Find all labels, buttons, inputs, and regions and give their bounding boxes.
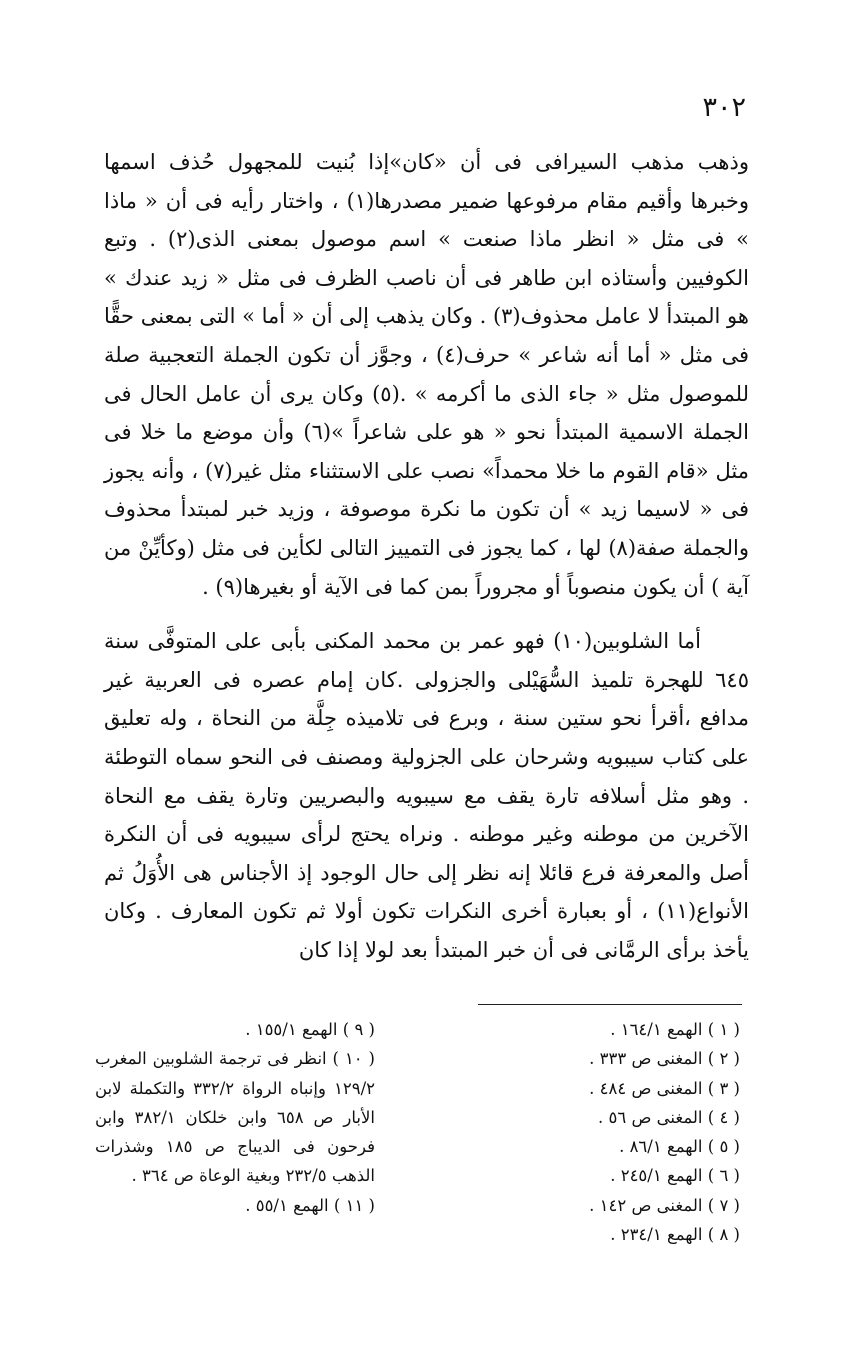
footnote-10: ( ١٠ ) انظر فى ترجمة الشلوبين المغرب ١٢٩/٢ وإنباه الرواة ٣٣٢/٢ والتكملة لابن الأبار ص ٦٥٨ وابن خلكان ٣٨٢/١ وابن فرحون فى الديباج ص ١٨٥ وشذرات الذهب ٢٣٢/٥ وبغية الوعاة ص ٣٦٤ . (95, 1049, 375, 1186)
paragraph-2: أما الشلوبين(١٠) فهو عمر بن محمد المكنى بأبى على المتوفَّى سنة ٦٤٥ للهجرة تلميذ السُّهَيْلى والجزولى .كان إمام عصره فى العربية غير مدافع ،أقرأ نحو ستين سنة ، وبرع فى تلاميذه جِلَّة من النحاة ، وله تعليق على كتاب سيبويه وشرحان على الجزولية ومصنف فى النحو سماه التوطئة . وهو مثل أسلافه تارة يقف مع سيبويه والبصريين وتارة يقف مع النحاة الآخرين من موطنه وغير موطنه . ونراه يحتج لرأى سيبويه فى أن النكرة أصل والمعرفة فرع قائلا إنه نظر إلى حال الوجود إذ الأجناس هى الأُوَلُ ثم الأنواع(١١) ، أو بعبارة أخرى النكرات تكون أولا ثم تكون المعارف . وكان يأخذ برأى الرمَّانى فى أن خبر المبتدأ بعد لولا إذا كان (104, 629, 749, 962)
footnote-divider (478, 1004, 742, 1005)
main-text (104, 143, 749, 969)
footnotes-right-column (490, 1015, 740, 1249)
paragraph-1: وذهب مذهب السيرافى فى أن «كان»إذا بُنيت للمجهول حُذف اسمها وخبرها وأقيم مقام مرفوعها ضمير مصدرها(١) ، واختار رأيه فى أن « ماذا » فى مثل « انظر ماذا صنعت » اسم موصول بمعنى الذى(٢) . وتبع الكوفيين وأستاذه ابن طاهر فى أن ناصب الظرف فى مثل « زيد عندك » هو المبتدأ لا عامل محذوف(٣) . وكان يذهب إلى أن « أما » التى بمعنى حقًّا فى مثل « أما أنه شاعر » حرف(٤) ، وجوَّز أن تكون الجملة التعجبية صلة للموصول مثل « جاء الذى ما أكرمه » .(٥) وكان يرى أن عامل الحال فى الجملة الاسمية المبتدأ نحو « هو على شاعراً »(٦) وأن موضع ما خلا فى مثل «قام القوم ما خلا محمداً» نصب على الاستثناء مثل غير(٧) ، وأنه يجوز فى « لاسيما زيد » أن تكون ما نكرة موصوفة ، وزيد خبر لمبتدأ محذوف والجملة صفة(٨) لها ، كما يجوز فى التمييز التالى لكأين فى مثل (وكأيِّنْ من آية ) أن يكون منصوباً أو مجروراً بمن كما فى الآية أو بغيرها(٩) . (104, 150, 750, 599)
footnote-4: ( ٤ ) المغنى ص ٥٦ . (597, 1107, 740, 1127)
footnote-11: ( ١١ ) الهمع ٥٥/١ . (245, 1195, 375, 1215)
footnote-1: ( ١ ) الهمع ١٦٤/١ . (610, 1020, 740, 1039)
footnote-6: ( ٦ ) الهمع ٢٤٥/١ . (610, 1166, 740, 1186)
footnote-7: ( ٧ ) المغنى ص ١٤٢ . (589, 1195, 740, 1215)
footnotes-left-column (95, 1015, 375, 1220)
footnote-3: ( ٣ ) المغنى ص ٤٨٤ . (589, 1078, 740, 1098)
footnote-5: ( ٥ ) الهمع ٨٦/١ . (619, 1137, 740, 1157)
footnote-2: ( ٢ ) المغنى ص ٣٣٣ . (589, 1049, 740, 1069)
page-number: ٣٠٢ (702, 92, 746, 123)
footnote-9: ( ٩ ) الهمع ١٥٥/١ . (245, 1020, 375, 1039)
footnote-8: ( ٨ ) الهمع ٢٣٤/١ . (610, 1225, 740, 1245)
